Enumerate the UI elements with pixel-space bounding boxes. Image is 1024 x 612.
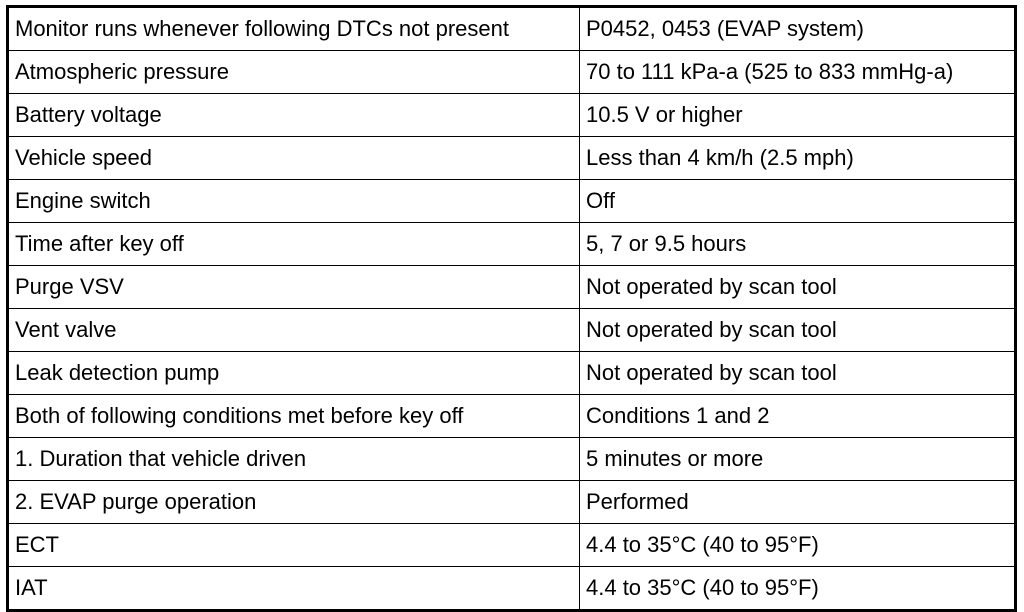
- table-row: [8, 223, 1016, 266]
- value-cell: Conditions 1 and 2: [580, 395, 1016, 438]
- condition-cell: Vehicle speed: [8, 137, 580, 180]
- table-row: [8, 352, 1016, 395]
- value-cell: 4.4 to 35°C (40 to 95°F): [580, 524, 1016, 567]
- table-row: [8, 7, 1016, 51]
- value-cell: Not operated by scan tool: [580, 266, 1016, 309]
- condition-cell: Monitor runs whenever following DTCs not present: [8, 7, 580, 51]
- table-row: [8, 51, 1016, 94]
- table-row: [8, 94, 1016, 137]
- table-row: [8, 137, 1016, 180]
- value-cell: 5 minutes or more: [580, 438, 1016, 481]
- table-row: [8, 481, 1016, 524]
- condition-cell: Both of following conditions met before key off: [8, 395, 580, 438]
- table-row: [8, 567, 1016, 611]
- condition-cell: Atmospheric pressure: [8, 51, 580, 94]
- condition-cell: Purge VSV: [8, 266, 580, 309]
- document-page: [6, 5, 1014, 600]
- value-cell: Less than 4 km/h (2.5 mph): [580, 137, 1016, 180]
- condition-cell: ECT: [8, 524, 580, 567]
- value-cell: P0452, 0453 (EVAP system): [580, 7, 1016, 51]
- condition-cell: 2. EVAP purge operation: [8, 481, 580, 524]
- condition-cell: Time after key off: [8, 223, 580, 266]
- value-cell: 5, 7 or 9.5 hours: [580, 223, 1016, 266]
- condition-cell: IAT: [8, 567, 580, 611]
- value-cell: Performed: [580, 481, 1016, 524]
- table-row: [8, 266, 1016, 309]
- value-cell: 70 to 111 kPa-a (525 to 833 mmHg-a): [580, 51, 1016, 94]
- table-row: [8, 438, 1016, 481]
- table-body: [8, 7, 1016, 611]
- condition-cell: 1. Duration that vehicle driven: [8, 438, 580, 481]
- condition-cell: Battery voltage: [8, 94, 580, 137]
- value-cell: Off: [580, 180, 1016, 223]
- condition-cell: Vent valve: [8, 309, 580, 352]
- value-cell: Not operated by scan tool: [580, 309, 1016, 352]
- condition-cell: Leak detection pump: [8, 352, 580, 395]
- table-row: [8, 524, 1016, 567]
- value-cell: Not operated by scan tool: [580, 352, 1016, 395]
- table-row: [8, 309, 1016, 352]
- value-cell: 10.5 V or higher: [580, 94, 1016, 137]
- value-cell: 4.4 to 35°C (40 to 95°F): [580, 567, 1016, 611]
- table-row: [8, 395, 1016, 438]
- condition-cell: Engine switch: [8, 180, 580, 223]
- table-row: [8, 180, 1016, 223]
- monitor-conditions-table: [6, 5, 1017, 612]
